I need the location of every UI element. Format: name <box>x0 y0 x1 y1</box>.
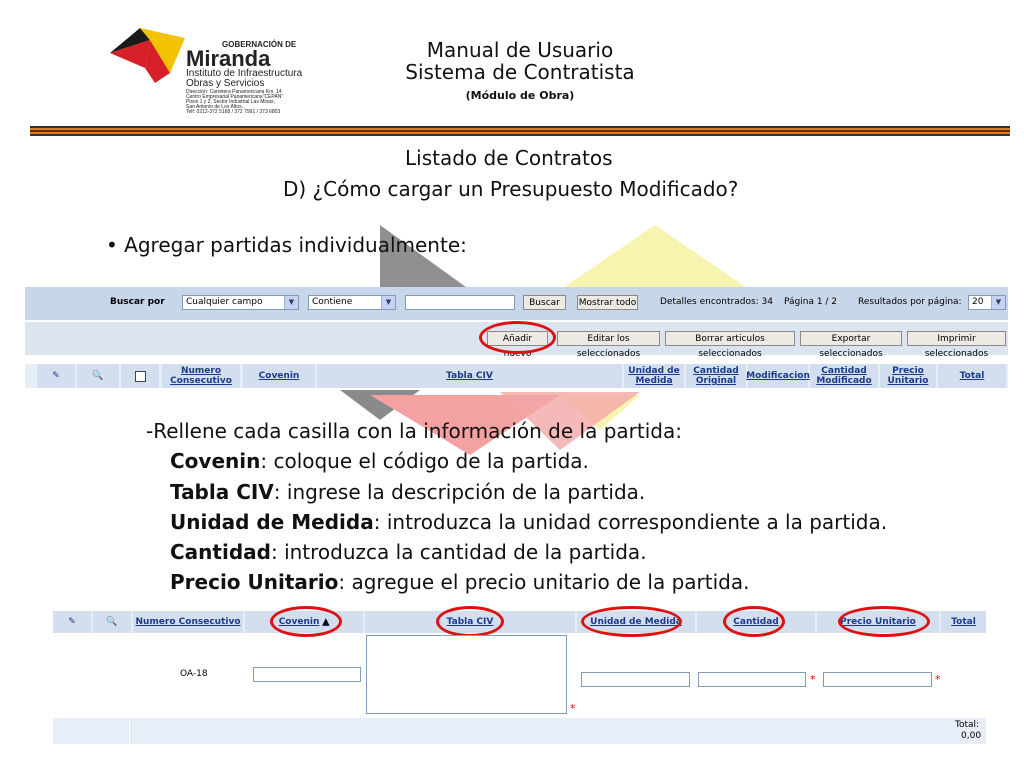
desc-covenin: : coloque el código de la partida. <box>260 449 589 473</box>
col-tabla-civ[interactable]: Tabla CIV <box>317 364 622 388</box>
logo-address3: Pisos 1 y 2, Sector Industrial Las Minas, <box>186 99 275 105</box>
bullet-text: Agregar partidas individualmente: <box>124 233 467 257</box>
chevron-down-icon: ▼ <box>991 296 1005 309</box>
highlight-unidad-medida <box>581 606 682 637</box>
sort-up-icon: ▲ <box>322 617 330 627</box>
search-condition-value: Contiene <box>312 297 353 307</box>
search-label: Buscar por <box>110 297 165 307</box>
desc-tabla-civ: : ingrese la descripción de la partida. <box>273 480 646 504</box>
miranda-logo-icon <box>110 28 190 83</box>
view-icon: 🔍 <box>92 371 104 381</box>
precio-unitario-input[interactable] <box>823 672 932 687</box>
delete-selected-button[interactable]: Borrar articulos seleccionados <box>665 331 795 346</box>
term-cantidad: Cantidad <box>170 540 271 564</box>
footer-divider <box>129 718 130 744</box>
tabla-civ-textarea[interactable] <box>366 635 567 714</box>
view-column[interactable] <box>93 611 131 633</box>
col2-cantidad[interactable]: Cantidad <box>697 611 815 633</box>
logo-line3: Instituto de Infraestructura <box>186 68 303 79</box>
results-per-page-value: 20 <box>972 297 984 307</box>
checkbox-icon <box>135 371 146 382</box>
logo-brand: Miranda <box>186 46 271 71</box>
highlight-add-new <box>479 321 556 354</box>
col2-total[interactable]: Total <box>941 611 986 633</box>
col2-tabla-civ[interactable]: Tabla CIV <box>365 611 575 633</box>
highlight-precio-unitario <box>838 606 930 637</box>
search-field-value: Cualquier campo <box>186 297 263 307</box>
table-footer <box>53 718 986 744</box>
col2-unidad-medida[interactable]: Unidad de Medida <box>577 611 695 633</box>
col-total[interactable]: Total <box>938 364 1006 388</box>
print-selected-button[interactable]: Imprimir seleccionados <box>907 331 1006 346</box>
logo-address1: Dirección: Carretera Panamericana Km. 14 <box>186 89 282 95</box>
desc-precio: : agregue el precio unitario de la partida. <box>338 570 750 594</box>
question-heading: D) ¿Cómo cargar un Presupuesto Modificado? <box>283 177 739 201</box>
system-title: Sistema de Contratista <box>405 60 635 84</box>
total-value: 0,00 <box>961 731 982 741</box>
chevron-down-icon: ▼ <box>284 296 298 309</box>
header-stripe-inner <box>30 130 1010 132</box>
search-input[interactable] <box>405 295 515 310</box>
col-precio-unitario[interactable]: Precio Unitario <box>880 364 936 388</box>
contracts-table-header <box>25 364 1008 388</box>
highlight-cantidad <box>723 606 785 637</box>
logo-line1: GOBERNACIÓN DE <box>222 40 297 49</box>
module-subtitle: (Módulo de Obra) <box>465 89 575 102</box>
instruction-tabla-civ <box>170 480 645 504</box>
logo-address4: San Antonio de Los Altos. <box>186 104 243 110</box>
cantidad-input[interactable] <box>698 672 806 687</box>
row-id: OA-18 <box>180 669 208 679</box>
search-field-select[interactable] <box>182 295 299 310</box>
edit-icon: ✎ <box>52 371 60 381</box>
instruction-precio <box>170 570 749 594</box>
desc-cantidad: : introduzca la cantidad de la partida. <box>270 540 647 564</box>
chevron-down-icon: ▼ <box>381 296 395 309</box>
page-indicator: Página 1 / 2 <box>784 297 838 307</box>
instruction-cantidad <box>170 540 647 564</box>
col2-precio-unitario[interactable]: Precio Unitario <box>817 611 939 633</box>
edit-selected-button[interactable]: Editar los seleccionados <box>557 331 660 346</box>
col-unidad-medida[interactable]: Unidad de Medida <box>624 364 684 388</box>
section-title: Listado de Contratos <box>405 146 613 170</box>
view-column[interactable] <box>77 364 119 388</box>
precio-required: * <box>935 673 941 686</box>
instruction-covenin <box>170 449 589 473</box>
edit-column[interactable] <box>37 364 75 388</box>
cantidad-required: * <box>810 673 816 686</box>
col-cantidad-original[interactable]: Cantidad Original <box>686 364 746 388</box>
manual-title: Manual de Usuario <box>426 38 614 62</box>
term-precio: Precio Unitario <box>170 570 339 594</box>
logo-address5: Telf: 0212-372 5168 / 372 7991 / 373 6803 <box>186 109 281 115</box>
export-selected-button[interactable]: Exportar seleccionados <box>800 331 902 346</box>
col2-numero-consecutivo[interactable]: Numero Consecutivo <box>133 611 243 633</box>
col-covenin[interactable]: Covenin <box>243 364 315 388</box>
search-condition-select[interactable] <box>308 295 396 310</box>
desc-unidad: : introduzca la unidad correspondiente a la partida. <box>373 510 888 534</box>
col-modificacion[interactable]: Modificacion <box>748 364 808 388</box>
logo-line4: Obras y Servicios <box>186 78 265 89</box>
add-new-button[interactable]: Añadir nuevo <box>487 331 548 346</box>
logo-address2: Centro Empresarial Panamericana"CEPAN" <box>186 94 284 100</box>
term-covenin: Covenin <box>170 449 261 473</box>
results-per-page-select[interactable] <box>968 295 1006 310</box>
details-found: Detalles encontrados: 34 <box>660 297 773 307</box>
view-icon: 🔍 <box>106 617 118 627</box>
results-per-page-label: Resultados por página: <box>858 297 962 307</box>
highlight-tabla-civ <box>436 606 504 637</box>
search-button[interactable]: Buscar <box>523 295 566 310</box>
instructions-intro: -Rellene cada casilla con la información de la partida: <box>146 419 682 443</box>
term-unidad: Unidad de Medida <box>170 510 374 534</box>
unidad-medida-input[interactable] <box>581 672 690 687</box>
tabla-civ-required: * <box>570 702 576 715</box>
edit-icon: ✎ <box>68 617 76 627</box>
col2-covenin-label: Covenin <box>278 617 320 627</box>
instruction-unidad <box>170 510 887 534</box>
total-label: Total: <box>955 720 980 730</box>
col-cantidad-modificado[interactable]: Cantidad Modificado <box>810 364 878 388</box>
select-all-column[interactable] <box>121 364 159 388</box>
bullet-point: • Agregar partidas individualmente: <box>106 233 467 257</box>
covenin-input[interactable] <box>253 667 361 682</box>
col-numero-consecutivo[interactable]: Numero Consecutivo <box>162 364 240 388</box>
edit-column[interactable] <box>53 611 91 633</box>
term-tabla-civ: Tabla CIV <box>170 480 274 504</box>
highlight-covenin <box>270 606 342 637</box>
show-all-button[interactable]: Mostrar todo <box>577 295 638 310</box>
